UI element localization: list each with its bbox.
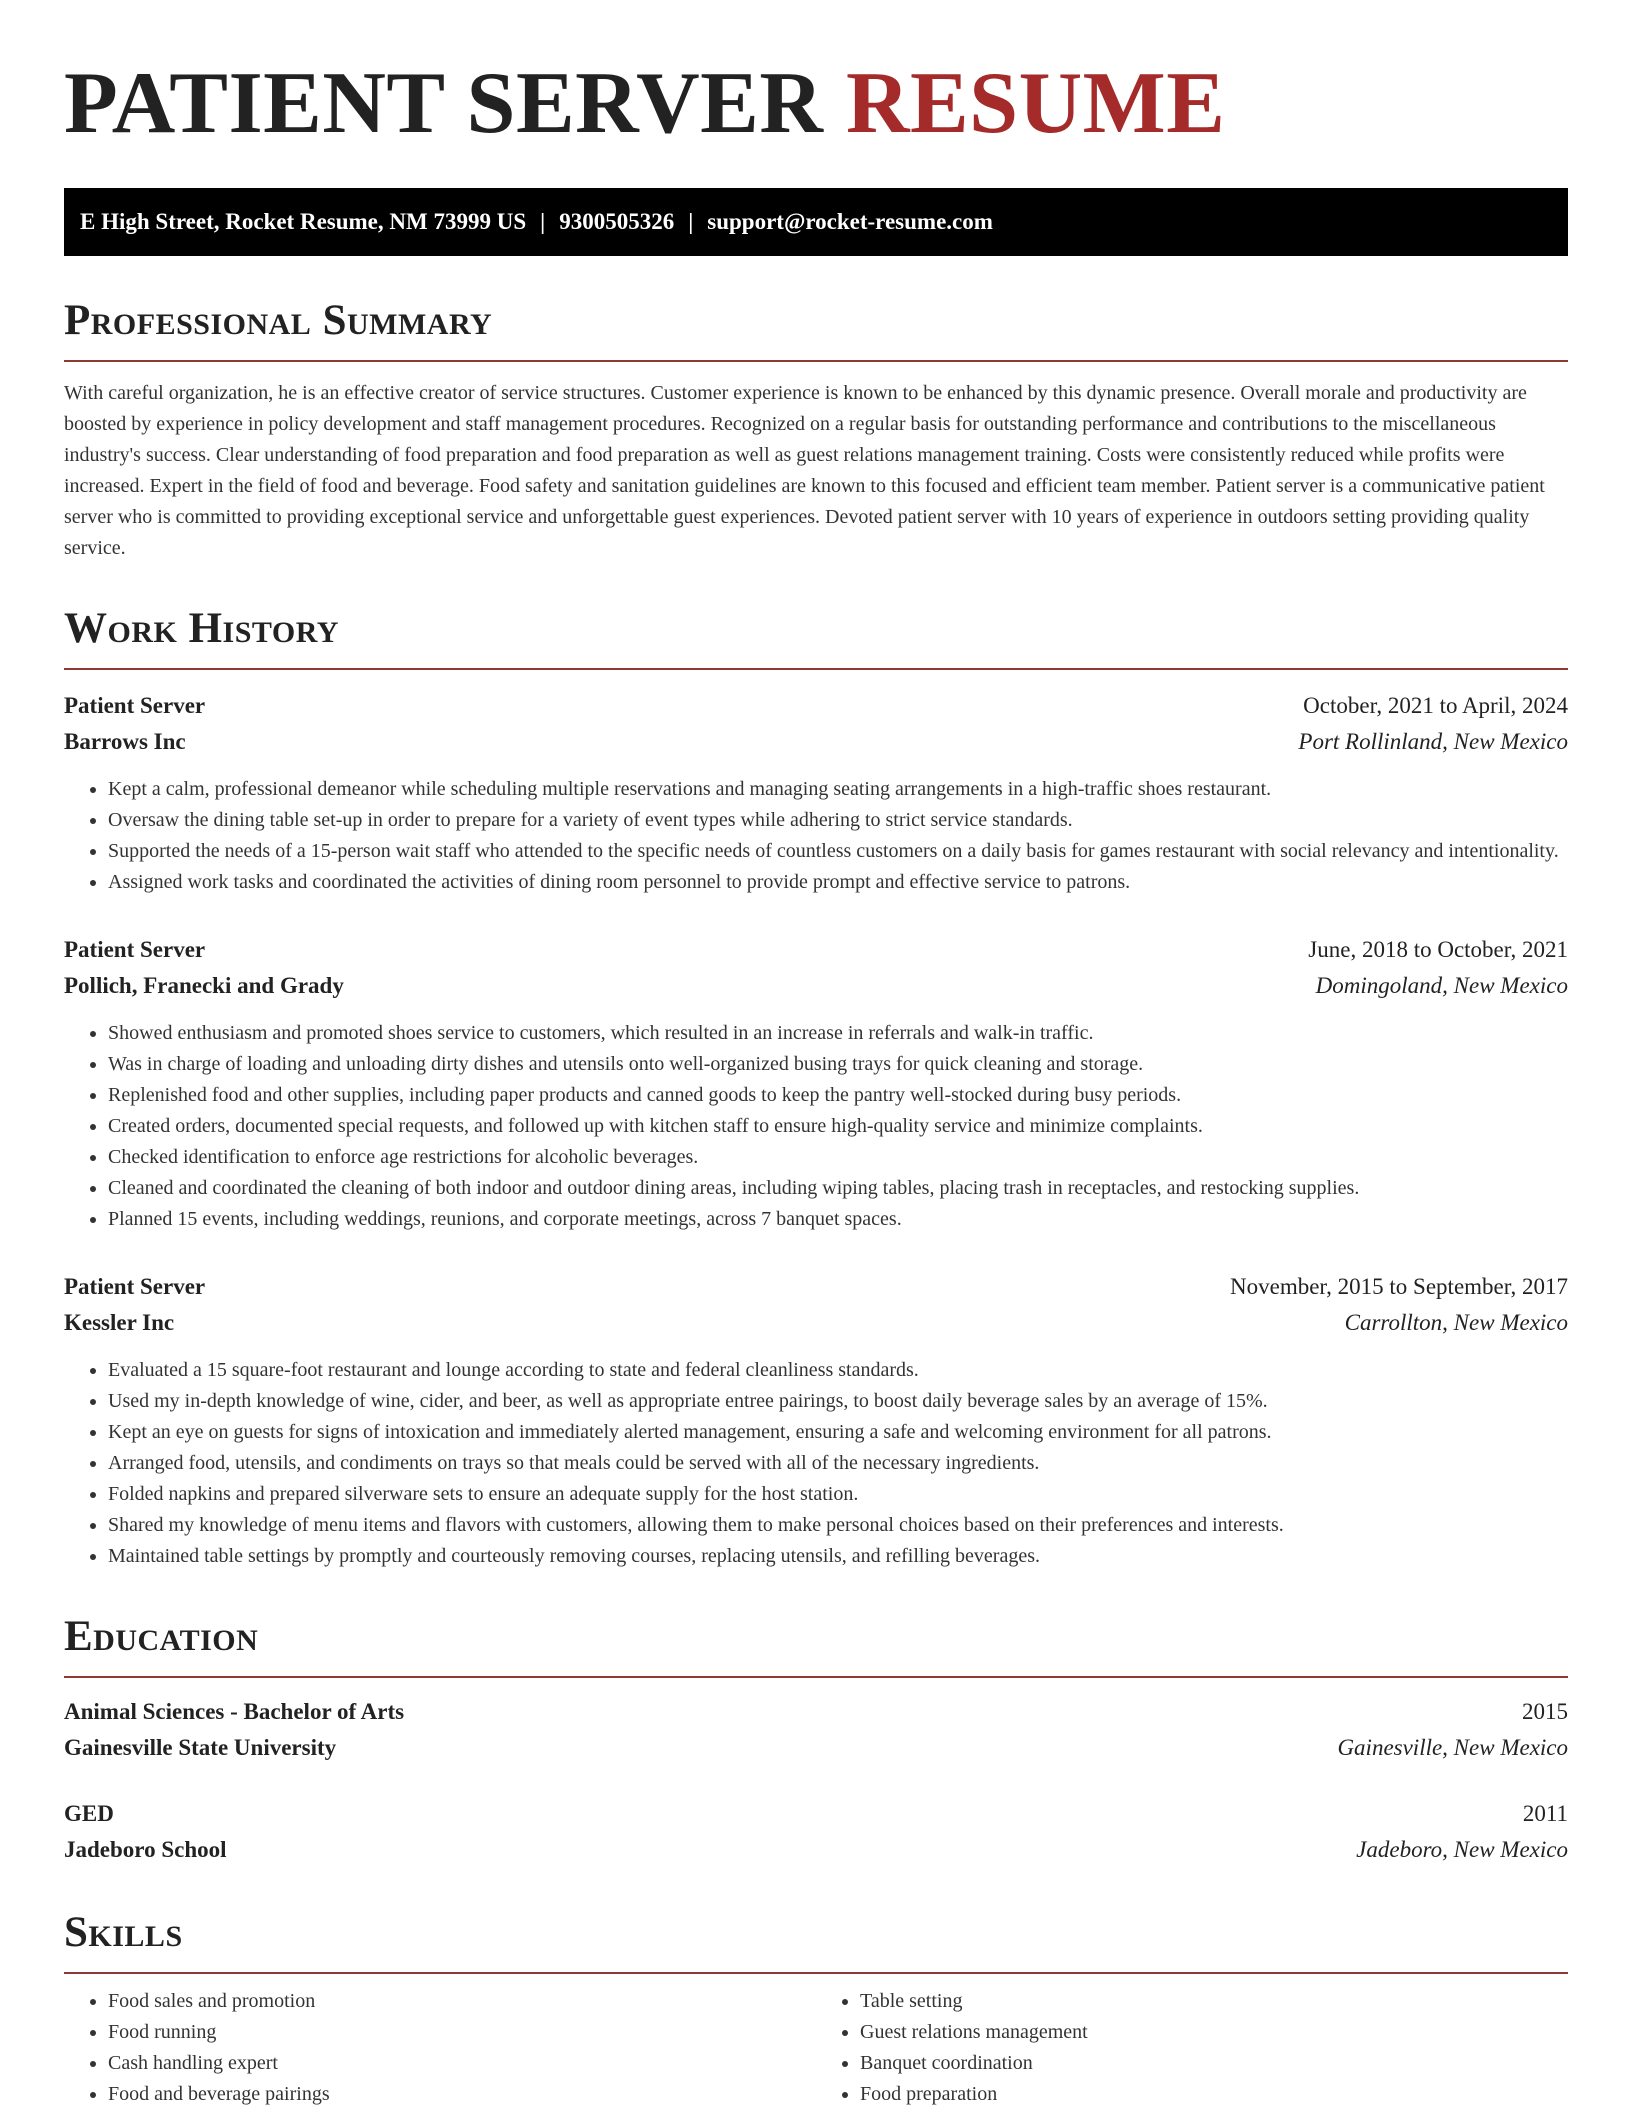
skill-item: • Food running	[108, 2017, 816, 2048]
contact-separator: |	[540, 209, 546, 234]
contact-phone: 9300505326	[559, 209, 675, 234]
job-duties-list	[64, 1355, 1568, 1572]
skills-section	[64, 1908, 1568, 2110]
section-divider	[64, 668, 1568, 670]
job-duty: • Cleaned and coordinated the cleaning of both indoor and outdoor dining areas, including wiping tables, placing trash in receptacles, and restocking supplies.	[108, 1173, 1568, 1204]
section-divider	[64, 360, 1568, 362]
job-header-row	[64, 1269, 1568, 1305]
job-duty: • Was in charge of loading and unloading dirty dishes and utensils onto well-organized busing trays for quick cleaning and storage.	[108, 1049, 1568, 1080]
job-duty: • Supported the needs of a 15-person wait staff who attended to the specific needs of countless customers on a daily basis for games restaurant with social relevancy and intentionality.	[108, 836, 1568, 867]
skills-grid	[64, 1986, 1568, 2110]
education-school: Gainesville State University	[64, 1735, 337, 1760]
job-location: Domingoland, New Mexico	[1315, 973, 1568, 998]
job-duty: • Arranged food, utensils, and condiments on trays so that meals could be served with all of the necessary ingredients.	[108, 1448, 1568, 1479]
education-section	[64, 1612, 1568, 1868]
education-degree-row	[64, 1796, 1568, 1832]
job-dates: October, 2021 to April, 2024	[1303, 693, 1568, 718]
skills-list	[64, 1986, 816, 2110]
job-dates: November, 2015 to September, 2017	[1230, 1274, 1568, 1299]
education-school-row	[64, 1832, 1568, 1868]
contact-separator: |	[688, 209, 694, 234]
contact-address: E High Street, Rocket Resume, NM 73999 US	[80, 209, 527, 234]
section-divider	[64, 1972, 1568, 1974]
skill-item: • Food preparation	[860, 2079, 1568, 2110]
summary-text: With careful organization, he is an effective creator of service structures. Customer experience is known to be enhanced by this dynamic presence. Overall morale and productivity are boosted by experience in policy development and staff management procedures. Recognized on a regular basis for outstanding performance and contributions to the miscellaneous industry's success. Clear understanding of food preparation and food preparation as well as guest relations management training. Costs were consistently reduced while profits were increased. Expert in the field of food and beverage. Food safety and sanitation guidelines are known to this focused and efficient team member. Patient server is a communicative patient server who is committed to providing exceptional service and unforgettable guest experiences. Devoted patient server with 10 years of experience in outdoors setting providing quality service.	[64, 382, 1545, 559]
job-duties-list	[64, 774, 1568, 898]
job-duty: • Folded napkins and prepared silverware sets to ensure an adequate supply for the host station.	[108, 1479, 1568, 1510]
job-company-row	[64, 968, 1568, 1004]
job-entry	[64, 932, 1568, 1235]
job-company-row	[64, 724, 1568, 760]
job-entry	[64, 1269, 1568, 1572]
education-entry	[64, 1796, 1568, 1868]
education-entry	[64, 1694, 1568, 1766]
job-duty: • Assigned work tasks and coordinated the activities of dining room personnel to provide prompt and effective service to patrons.	[108, 867, 1568, 898]
job-duty: • Maintained table settings by promptly and courteously removing courses, replacing utensils, and refilling beverages.	[108, 1541, 1568, 1572]
job-duty: • Planned 15 events, including weddings, reunions, and corporate meetings, across 7 banquet spaces.	[108, 1204, 1568, 1235]
job-title: Patient Server	[64, 1274, 206, 1299]
section-heading: Work History	[64, 605, 339, 652]
summary-section	[64, 296, 1568, 564]
job-title: Patient Server	[64, 937, 206, 962]
section-divider	[64, 1676, 1568, 1678]
education-location: Gainesville, New Mexico	[1337, 1735, 1568, 1760]
job-duty: • Evaluated a 15 square-foot restaurant and lounge according to state and federal cleanliness standards.	[108, 1355, 1568, 1386]
education-degree-row	[64, 1694, 1568, 1730]
job-company-row	[64, 1305, 1568, 1341]
job-title: Patient Server	[64, 693, 206, 718]
job-duty: • Shared my knowledge of menu items and flavors with customers, allowing them to make personal choices based on their preferences and interests.	[108, 1510, 1568, 1541]
job-duty: • Kept an eye on guests for signs of intoxication and immediately alerted management, ensuring a safe and welcoming environment for all patrons.	[108, 1417, 1568, 1448]
resume-title-main: PATIENT SERVER	[64, 55, 824, 152]
job-duty: • Used my in-depth knowledge of wine, cider, and beer, as well as appropriate entree pairings, to boost daily beverage sales by an average of 15%.	[108, 1386, 1568, 1417]
resume-title-accent: RESUME	[845, 55, 1226, 152]
education-year: 2015	[1522, 1699, 1568, 1724]
job-dates: June, 2018 to October, 2021	[1308, 937, 1568, 962]
job-duty: • Checked identification to enforce age restrictions for alcoholic beverages.	[108, 1142, 1568, 1173]
education-school-row	[64, 1730, 1568, 1766]
skills-column-right	[816, 1986, 1568, 2110]
section-heading: Professional Summary	[64, 297, 493, 344]
job-company: Pollich, Franecki and Grady	[64, 973, 344, 998]
education-degree: GED	[64, 1801, 114, 1826]
contact-bar	[64, 188, 1568, 256]
skill-item: • Guest relations management	[860, 2017, 1568, 2048]
job-duty: • Replenished food and other supplies, including paper products and canned goods to keep the pantry well-stocked during busy periods.	[108, 1080, 1568, 1111]
education-degree: Animal Sciences - Bachelor of Arts	[64, 1699, 405, 1724]
skill-item: • Food and beverage pairings	[108, 2079, 816, 2110]
job-location: Port Rollinland, New Mexico	[1298, 729, 1568, 754]
job-company: Barrows Inc	[64, 729, 186, 754]
section-heading: Education	[64, 1613, 259, 1660]
job-duty: • Created orders, documented special requests, and followed up with kitchen staff to ensure high-quality service and minimize complaints.	[108, 1111, 1568, 1142]
skills-list	[816, 1986, 1568, 2110]
work-history-section	[64, 604, 1568, 1572]
job-header-row	[64, 688, 1568, 724]
education-year: 2011	[1522, 1801, 1568, 1826]
job-duty: • Showed enthusiasm and promoted shoes service to customers, which resulted in an increase in referrals and walk-in traffic.	[108, 1018, 1568, 1049]
skill-item: • Food sales and promotion	[108, 1986, 816, 2017]
job-company: Kessler Inc	[64, 1310, 175, 1335]
education-school: Jadeboro School	[64, 1837, 227, 1862]
section-heading: Skills	[64, 1909, 183, 1956]
job-location: Carrollton, New Mexico	[1344, 1310, 1568, 1335]
skill-item: • Banquet coordination	[860, 2048, 1568, 2079]
skill-item: • Table setting	[860, 1986, 1568, 2017]
skill-item: • Cash handling expert	[108, 2048, 816, 2079]
education-location: Jadeboro, New Mexico	[1356, 1837, 1568, 1862]
contact-email: support@rocket-resume.com	[707, 209, 993, 234]
job-entry	[64, 688, 1568, 898]
job-duty: • Oversaw the dining table set-up in order to prepare for a variety of event types while adhering to strict service standards.	[108, 805, 1568, 836]
skills-column-left	[64, 1986, 816, 2110]
job-header-row	[64, 932, 1568, 968]
resume-title	[64, 56, 1568, 152]
job-duties-list	[64, 1018, 1568, 1235]
job-duty: • Kept a calm, professional demeanor while scheduling multiple reservations and managing seating arrangements in a high-traffic shoes restaurant.	[108, 774, 1568, 805]
